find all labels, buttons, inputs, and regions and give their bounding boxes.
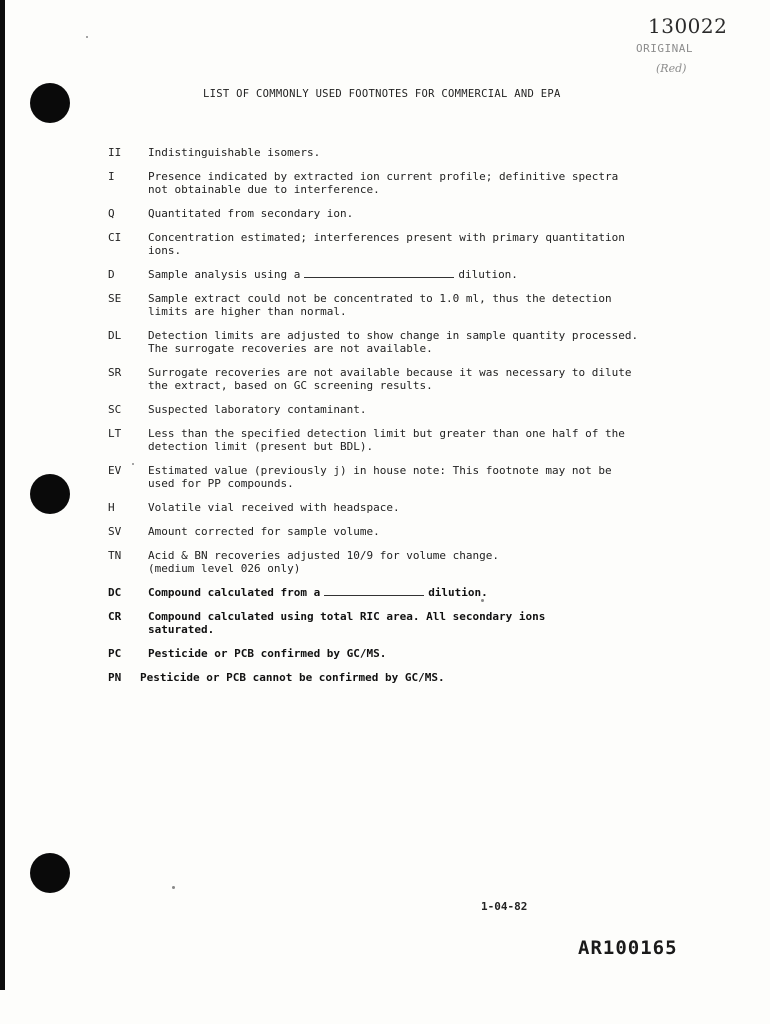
footnote-sv <box>108 525 748 538</box>
footnote-line: Concentration estimated; interferences present with primary quantitation <box>148 231 625 244</box>
footnote-list <box>108 146 748 695</box>
scan-speck <box>132 463 134 465</box>
footnote-code: CR <box>108 610 122 623</box>
footnote-code: DL <box>108 329 122 342</box>
footnote-line: Surrogate recoveries are not available because it was necessary to dilute <box>148 366 632 379</box>
footnote-line: Quantitated from secondary ion. <box>148 207 354 220</box>
footnote-description <box>148 329 728 355</box>
original-stamp: ORIGINAL <box>636 42 693 55</box>
footnote-code: LT <box>108 427 122 440</box>
footnote-line: Sample extract could not be concentrated to 1.0 ml, thus the detection <box>148 292 612 305</box>
punch-hole <box>30 83 70 123</box>
footnote-code: I <box>108 170 115 183</box>
footnote-line: The surrogate recoveries are not available. <box>148 342 433 355</box>
footnote-text-before: Sample analysis using a <box>148 268 301 281</box>
footnote-code: SV <box>108 525 122 538</box>
footnote-line: Presence indicated by extracted ion current profile; definitive spectra <box>148 170 619 183</box>
footnote-line: (medium level 026 only) <box>148 562 301 575</box>
footnote-line: Detection limits are adjusted to show change in sample quantity processed. <box>148 329 639 342</box>
footnote-code: PN <box>108 671 122 684</box>
footnote-description <box>148 647 728 660</box>
footnote-ev <box>108 464 748 490</box>
scan-speck <box>172 886 175 889</box>
footnote-se <box>108 292 748 318</box>
footnote-description <box>148 464 728 490</box>
footnote-ii <box>108 146 748 159</box>
footnote-ci <box>108 231 748 257</box>
footnote-description <box>148 427 728 453</box>
footnote-description <box>148 501 728 514</box>
footnote-lt <box>108 427 748 453</box>
page-date: 1-04-82 <box>481 900 528 913</box>
page-edge-bar <box>0 0 5 990</box>
footnote-description <box>148 403 728 416</box>
footnote-code: TN <box>108 549 122 562</box>
footnote-code: PC <box>108 647 122 660</box>
footnote-q <box>108 207 748 220</box>
footnote-line: the extract, based on GC screening results. <box>148 379 433 392</box>
footnote-dl <box>108 329 748 355</box>
footnote-text-after: dilution. <box>458 268 518 281</box>
footnote-line: Amount corrected for sample volume. <box>148 525 380 538</box>
footnote-description <box>148 586 728 599</box>
footnote-line: Volatile vial received with headspace. <box>148 501 400 514</box>
handwritten-number: 130022 <box>648 14 728 38</box>
footnote-tn <box>108 549 748 575</box>
punch-hole <box>30 474 70 514</box>
page-title: LIST OF COMMONLY USED FOOTNOTES FOR COMMERCIAL AND EPA <box>203 88 561 100</box>
footnote-description <box>148 170 728 196</box>
fill-in-blank <box>304 276 454 278</box>
fill-in-blank <box>324 594 424 596</box>
footnote-d <box>108 268 748 281</box>
footnote-line: ions. <box>148 244 182 257</box>
footnote-pn <box>108 671 748 684</box>
footnote-description <box>148 268 728 281</box>
footnote-code: DC <box>108 586 122 599</box>
footnote-code: D <box>108 268 115 281</box>
footnote-code: CI <box>108 231 122 244</box>
footnote-line: limits are higher than normal. <box>148 305 347 318</box>
footnote-line: Estimated value (previously j) in house note: This footnote may not be <box>148 464 612 477</box>
footnote-pc <box>108 647 748 660</box>
footnote-line: Pesticide or PCB cannot be confirmed by GC/MS. <box>140 671 445 684</box>
footnote-line: Suspected laboratory contaminant. <box>148 403 367 416</box>
footnote-line: not obtainable due to interference. <box>148 183 380 196</box>
punch-hole <box>30 853 70 893</box>
footnote-code: SC <box>108 403 122 416</box>
footnote-code: EV <box>108 464 122 477</box>
footnote-line: saturated. <box>148 623 215 636</box>
footnote-line: Compound calculated using total RIC area. All secondary ions <box>148 610 546 623</box>
footnote-description <box>140 671 720 684</box>
scan-speck <box>481 599 484 602</box>
footnote-code: Q <box>108 207 115 220</box>
footnote-line: detection limit (present but BDL). <box>148 440 374 453</box>
footnote-line: Pesticide or PCB confirmed by GC/MS. <box>148 647 387 660</box>
footnote-description <box>148 231 728 257</box>
ar-document-number: AR100165 <box>578 937 678 959</box>
footnote-text-before: Compound calculated from a <box>148 586 321 599</box>
footnote-description <box>148 610 728 636</box>
footnote-code: II <box>108 146 122 159</box>
footnote-line: Less than the specified detection limit but greater than one half of the <box>148 427 625 440</box>
footnote-code: H <box>108 501 115 514</box>
footnote-description <box>148 292 728 318</box>
footnote-h <box>108 501 748 514</box>
footnote-dc <box>108 586 748 599</box>
footnote-code: SE <box>108 292 122 305</box>
footnote-i <box>108 170 748 196</box>
scan-speck <box>86 36 88 38</box>
footnote-description <box>148 549 728 575</box>
footnote-sr <box>108 366 748 392</box>
footnote-text-after: dilution. <box>428 586 488 599</box>
footnote-description <box>148 525 728 538</box>
footnote-description <box>148 207 728 220</box>
footnote-cr <box>108 610 748 636</box>
footnote-line: Acid & BN recoveries adjusted 10/9 for volume change. <box>148 549 499 562</box>
footnote-sc <box>108 403 748 416</box>
red-stamp: (Red) <box>656 62 687 75</box>
footnote-line: used for PP compounds. <box>148 477 294 490</box>
footnote-line: Indistinguishable isomers. <box>148 146 321 159</box>
footnote-description <box>148 146 728 159</box>
footnote-description <box>148 366 728 392</box>
footnote-code: SR <box>108 366 122 379</box>
